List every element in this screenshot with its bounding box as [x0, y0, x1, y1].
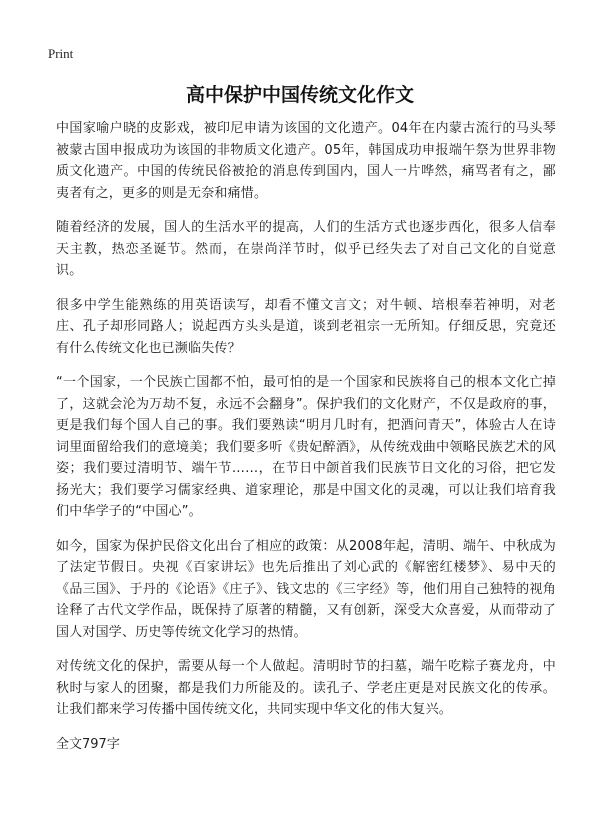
article-paragraph: 中国家喻户晓的皮影戏，被印尼申请为该国的文化遗产。04年在内蒙古流行的马头琴被蒙古国申报成功为该国的非物质文化遗产。05年，韩国成功申报端午祭为世界非物质文化遗产。中国的传统民俗被抢的消息传到国内，国人一片哗然，痛骂者有之，鄙夷者有之，更多的则是无奈和痛惜。 — [56, 121, 556, 201]
article-paragraph: 随着经济的发展，国人的生活水平的提高，人们的生活方式也逐步西化，很多人信奉天主教，热恋圣诞节。然而，在崇尚洋节时，似乎已经失去了对自己文化的自觉意识。 — [56, 220, 556, 278]
article-body — [56, 118, 556, 755]
article-paragraph: 很多中学生能熟练的用英语读写，却看不懂文言文；对牛顿、培根奉若神明，对老庄、孔子却形同路人；说起西方头头是道，谈到老祖宗一无所知。仔细反思，究竟还有什么传统文化也已濒临失传？ — [56, 297, 556, 356]
article-paragraph: 对传统文化的保护，需要从每一个人做起。清明时节的扫墓，端午吃粽子赛龙舟，中秋时与家人的团聚，都是我们力所能及的。读孔子、学老庄更是对民族文化的传承。让我们都来学习传播中国传统文化，共同实现中华文化的伟大复兴。 — [56, 659, 556, 717]
article-title: 高中保护中国传统文化作文 — [185, 84, 414, 106]
word-count: 全文797字 — [56, 736, 120, 752]
print-link[interactable]: Print — [48, 46, 74, 61]
article-paragraph: “一个国家，一个民族亡国都不怕，最可怕的是一个国家和民族将自己的根本文化亡掉了，这就会沦为万劫不复，永远不会翻身”。保护我们的文化财产，不仅是政府的事，更是我们每个国人自己的事。我们要熟读“明月几时有，把酒问青天”，体验古人在诗词里面留给我们的意境美；我们要多听《贵妃醉酒》，从传统戏曲中领略民族艺术的风姿；我们要过清明节、端午节……，在节日中颌首我们民族节日文化的习俗，把它发扬光大；我们要学习儒家经典、道家理论，那是中国文化的灵魂，可以让我们培育我们中华学子的“中国心”。 — [56, 375, 556, 519]
article-paragraph: 如今，国家为保护民俗文化出台了相应的政策：从2008年起，清明、端午、中秋成为了法定节假日。央视《百家讲坛》也先后推出了刘心武的《解密红楼梦》、易中天的《品三国》、于丹的《论语》《庄子》、钱文忠的《三字经》等，他们用自己独特的视角诠释了古代文学作品，既保持了原著的精髓，又有创新，深受大众喜爱，从而带动了国人对国学、历史等传统文化学习的热情。 — [56, 538, 556, 640]
